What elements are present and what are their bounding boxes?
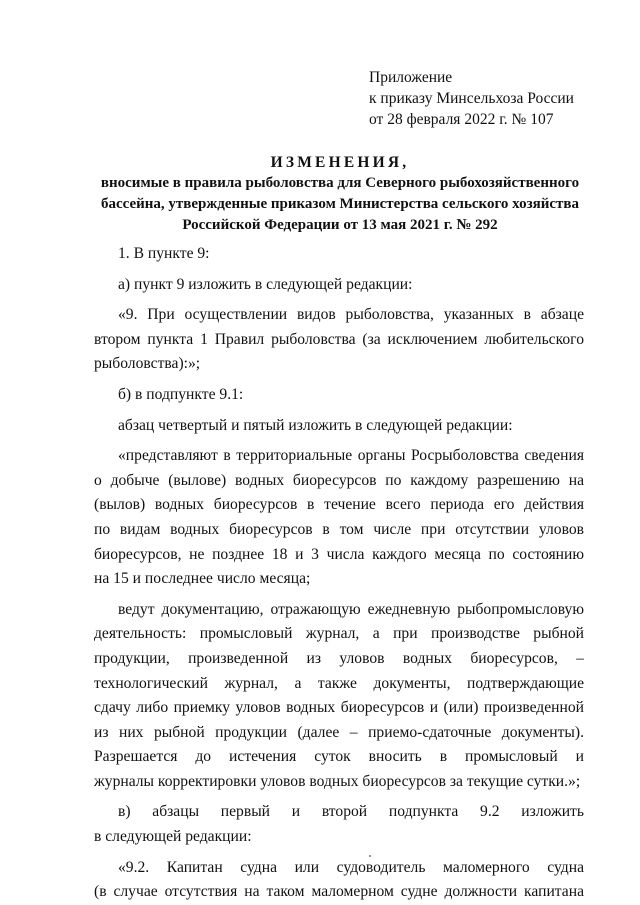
paragraph-7-line-3: продукции, произведенной из уловов водных биоресурсов, – [94,649,584,667]
paragraph-6-line-4: по видам водных биоресурсов в том числе при отсутствии уловов [94,520,584,538]
appendix-order-date: от 28 февраля 2022 г. № 107 [369,111,554,128]
paragraph-9-line-1: «9.2. Капитан судна или судоводитель маломерного судна [118,858,584,876]
paragraph-8-line-2: в следующей редакции: [94,828,252,846]
heading-title: ИЗМЕНЕНИЯ, [270,154,410,171]
document-body [94,242,584,905]
paragraph-7-line-6: из них рыбной продукции (далее – приемо-сдаточные документы). [94,723,584,741]
heading-line-2: бассейна, утвержденные приказом Министерства сельского хозяйства [100,196,580,212]
paragraph-1: 1. В пункте 9: [118,245,210,262]
paragraph-3-line-1: «9. При осуществлении видов рыболовства, указанных в абзаце [118,306,584,324]
paragraph-7-line-1: ведут документацию, отражающую ежедневную рыбопромысловую [118,600,584,618]
paragraph-5: абзац четвертый и пятый изложить в следующей редакции: [118,416,513,434]
paragraph-6-line-1: «представляют в территориальные органы Росрыболовства сведения [118,447,584,465]
paragraph-3-line-3: рыболовства):»; [94,355,201,373]
document-heading [60,152,620,236]
paragraph-6-line-6: на 15 и последнее число месяца; [94,570,311,588]
paragraph-9-line-2: (в случае отсутствия на таком маломерном судне должности капитана [94,883,584,901]
paragraph-6-line-3: (вылов) водных биоресурсов в течение всего периода его действия [94,496,584,514]
appendix-title: Приложение [369,69,453,86]
paragraph-7-line-5: сдачу либо приемку уловов водных биоресурсов и (или) произведенной [94,699,584,717]
paragraph-7-line-8: журналы корректировки уловов водных биоресурсов за текущие сутки.»; [94,772,581,790]
paragraph-7-line-4: технологический журнал, а также документы, подтверждающие [94,674,584,692]
paragraph-3-line-2: втором пункта 1 Правил рыболовства (за исключением любительского [94,330,584,348]
paragraph-4: б) в подпункте 9.1: [118,385,244,403]
paragraph-6-line-2: о добыче (вылове) водных биоресурсов по каждому разрешению на [94,471,584,489]
appendix-order-ref: к приказу Минсельхоза России [369,90,574,107]
paragraph-6-line-5: биоресурсов, не позднее 18 и 3 числа каждого месяца по состоянию [94,545,584,563]
paragraph-7-line-7: Разрешается до истечения суток вносить в промысловый и [94,748,584,766]
appendix-block [369,67,574,130]
paragraph-8-line-1: в) абзацы первый и второй подпункта 9.2 изложить [118,803,584,821]
scan-speck [369,855,371,857]
paragraph-2: а) пункт 9 изложить в следующей редакции: [118,275,413,293]
paragraph-7-line-2: деятельность: промысловый журнал, а при производстве рыбной [94,625,584,643]
heading-line-3: Российской Федерации от 13 мая 2021 г. № 292 [182,217,498,233]
heading-line-1: вносимые в правила рыболовства для Северного рыбохозяйственного [100,175,580,191]
